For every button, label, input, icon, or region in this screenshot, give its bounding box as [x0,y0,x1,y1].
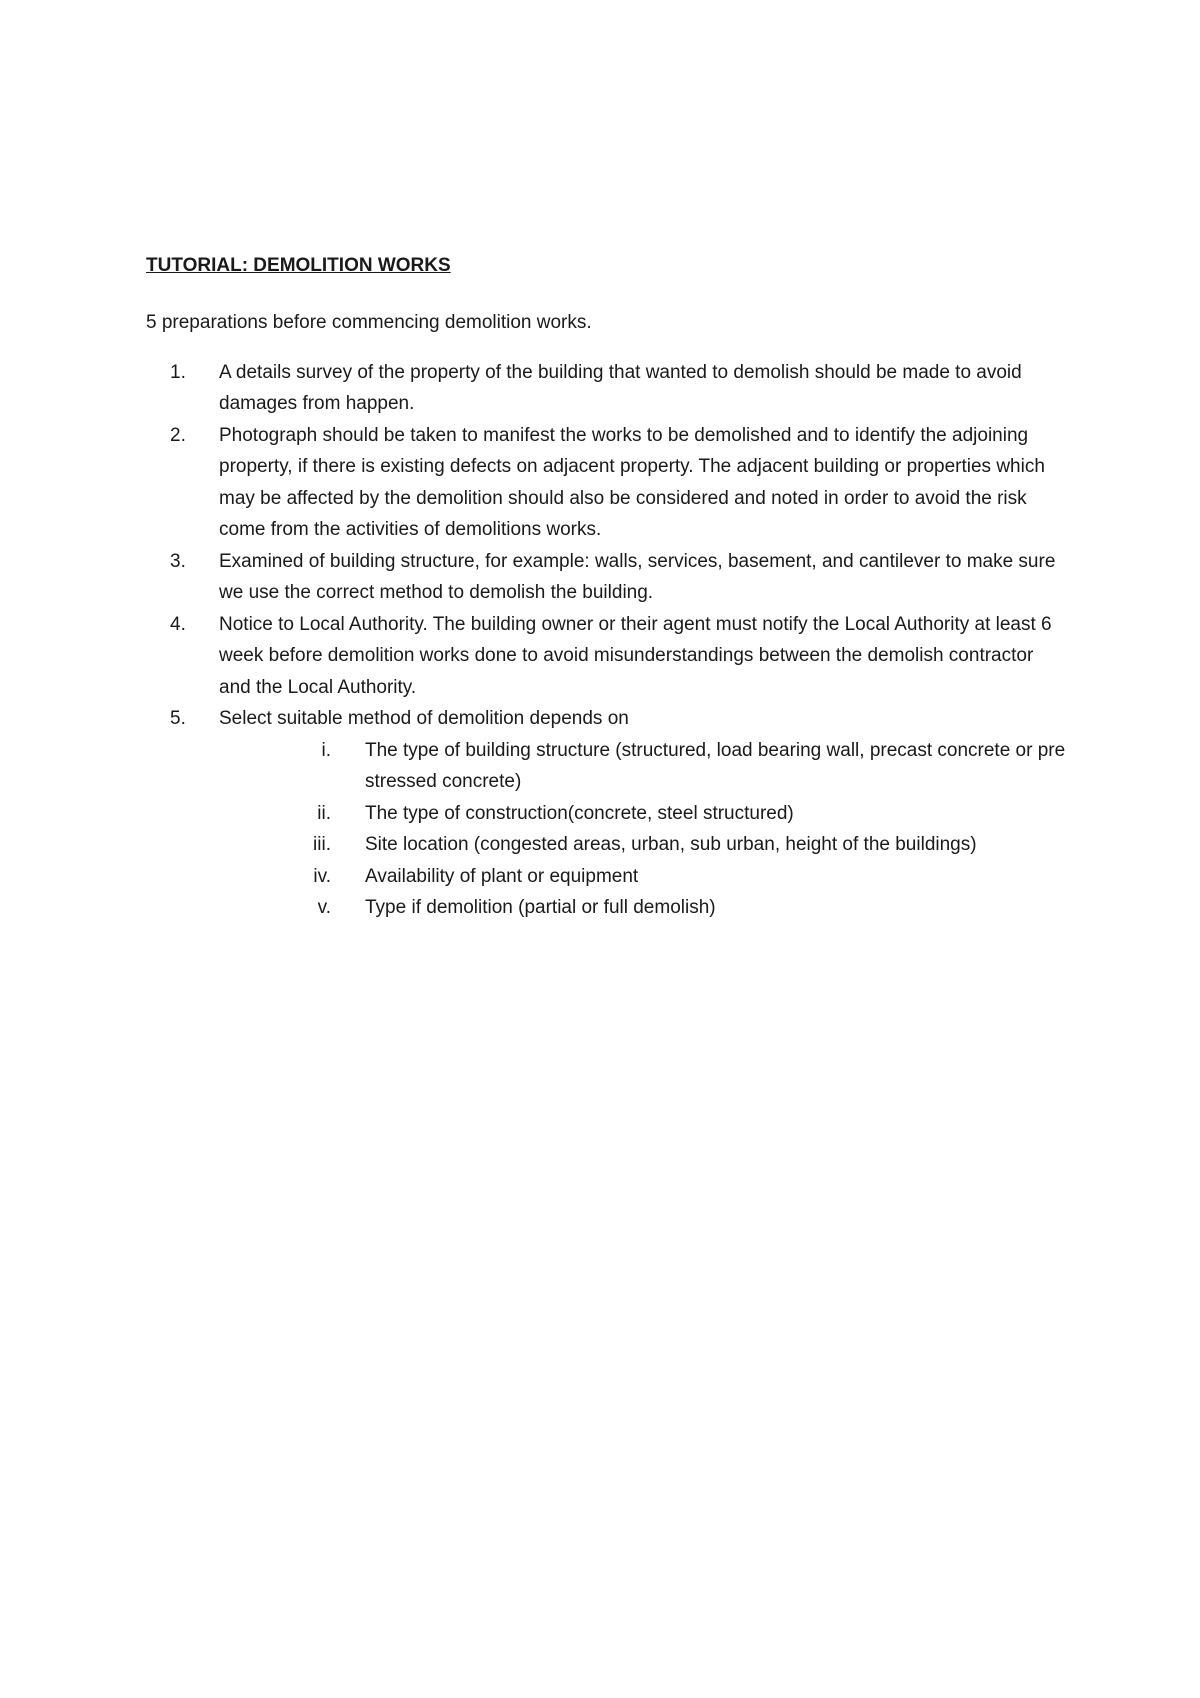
list-item [146,420,1066,546]
list-item-text: Notice to Local Authority. The building owner or their agent must notify the Local Authority at least 6 week before demolition works done to avoid misunderstandings between the demolish contractor and the Local Authority. [219,613,1052,698]
sub-list-item-number: iv. [313,865,331,887]
list-item-text: Examined of building structure, for example: walls, services, basement, and cantilever to make sure we use the correct method to demolish the building. [219,550,1056,603]
document-title: TUTORIAL: DEMOLITION WORKS [146,255,451,276]
list-item-number: 1. [170,361,186,383]
sub-list-item [146,735,1066,798]
list-item [146,546,1066,609]
list-item-number: 4. [170,613,186,635]
intro-text: 5 preparations before commencing demolition works. [146,312,592,333]
list-item-number: 3. [170,550,186,572]
list-item [146,609,1066,704]
sub-list-item-text: Availability of plant or equipment [365,865,639,887]
list-item-text: Photograph should be taken to manifest the works to be demolished and to identify the adjoining property, if there is existing defects on adjacent property. The adjacent building or properties which may be affected by the demolition should also be considered and noted in order to avoid the risk come from the activities of demolitions works. [219,424,1045,540]
sub-list-item-text: The type of building structure (structured, load bearing wall, precast concrete or pre stressed concrete) [365,739,1066,792]
sub-list-item-text: The type of construction(concrete, steel structured) [365,802,794,824]
sub-list-item-number: ii. [317,802,331,824]
sub-list-item [146,892,1066,924]
list-item-number: 2. [170,424,186,446]
sub-list-item [146,798,1066,830]
sub-list-item-text: Type if demolition (partial or full demolish) [365,897,716,918]
preparations-list [146,357,1066,735]
sub-list-item [146,829,1066,861]
list-item [146,703,1066,735]
sub-list-item-text: Site location (congested areas, urban, sub urban, height of the buildings) [365,834,977,855]
list-item-number: 5. [170,708,186,729]
demolition-method-factors-list [146,735,1066,924]
sub-list-item-number: iii. [313,834,331,855]
sub-list-item-number: i. [321,739,331,761]
list-item [146,357,1066,420]
list-item-text: A details survey of the property of the building that wanted to demolish should be made to avoid damages from happen. [219,361,1022,414]
document-body [146,250,1066,924]
sub-list-item-number: v. [317,897,331,918]
sub-list-item [146,861,1066,893]
list-item-text: Select suitable method of demolition depends on [219,708,629,729]
